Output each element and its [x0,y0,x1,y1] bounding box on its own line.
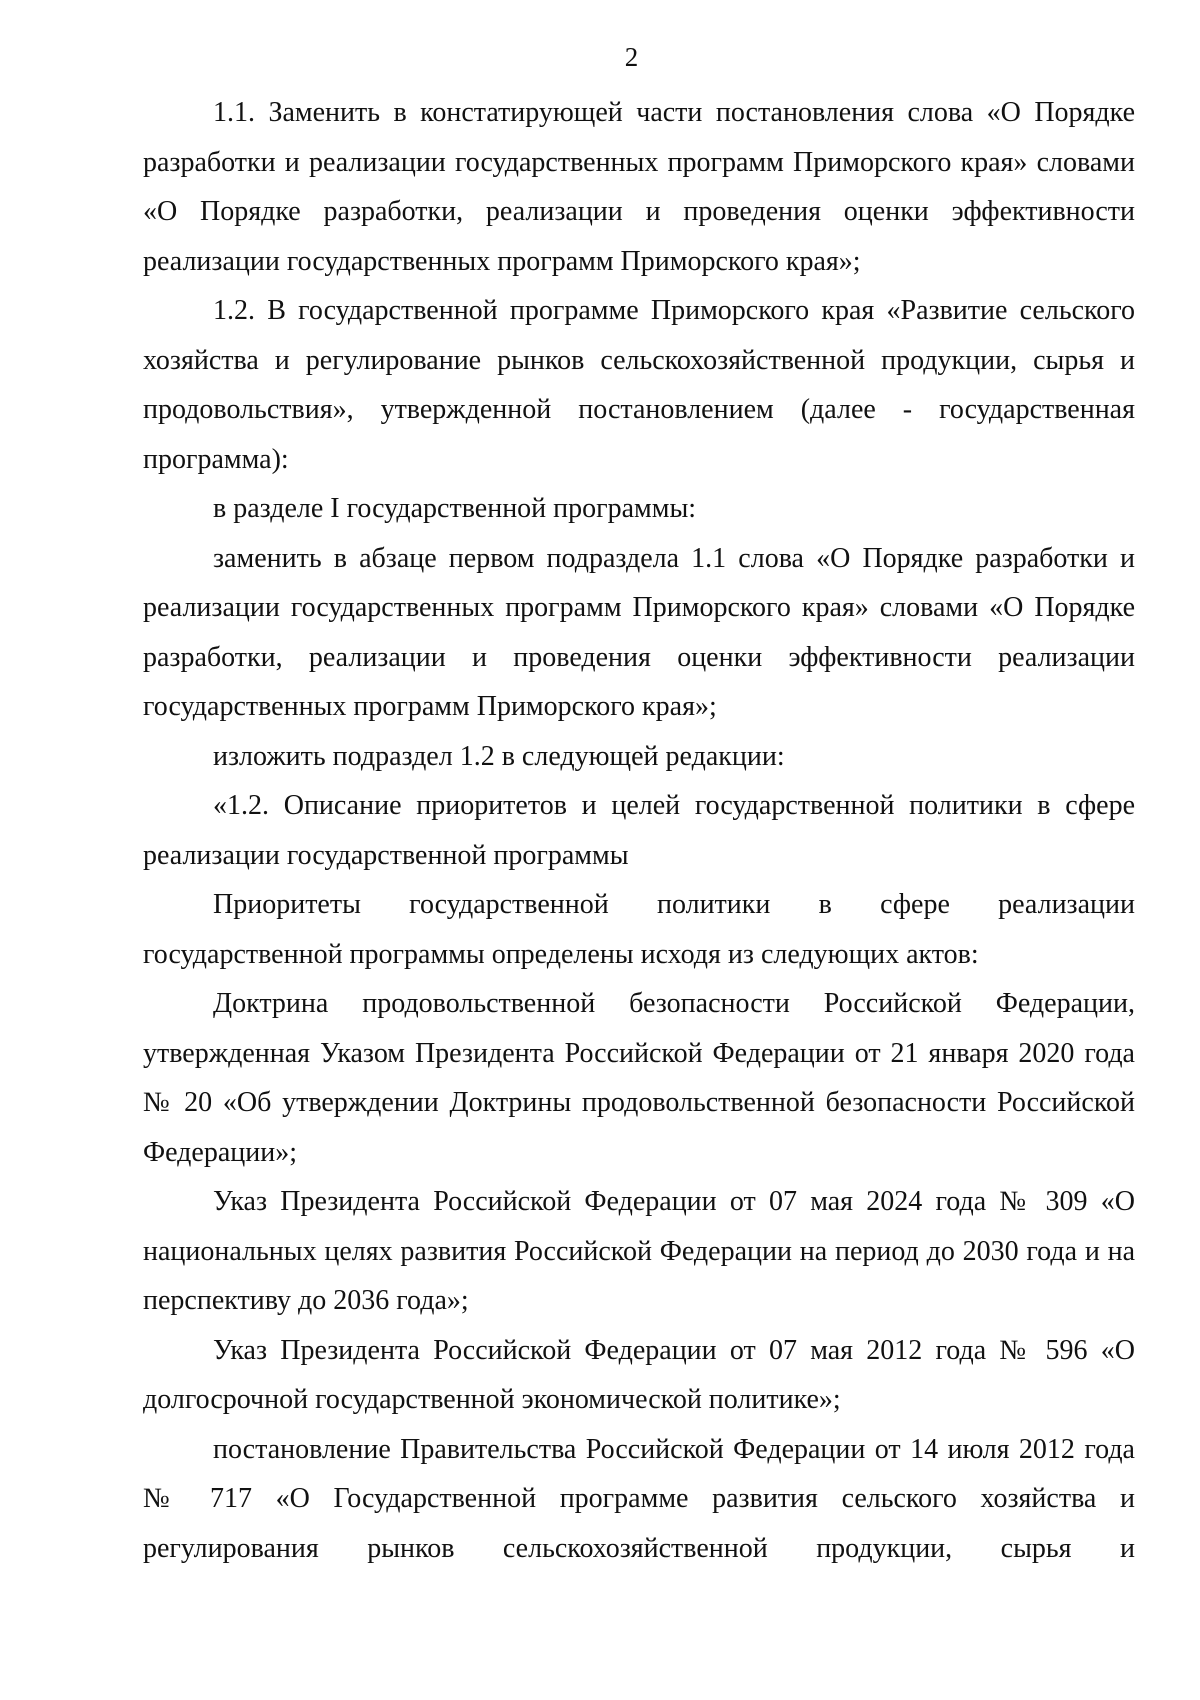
paragraph-priorities-intro: Приоритеты государственной политики в сфере реализации государственной программы определены исходя из следующих актов: [143,889,1135,970]
document-body [143,88,1135,1573]
paragraph-resolution-717: постановление Правительства Российской Федерации от 14 июля 2012 года № 717 «О Государственной программе развития сельского хозяйства и регулирования рынков сельскохозяйственной продукции, сырья и [143,1433,1135,1564]
paragraph-decree-309: Указ Президента Российской Федерации от 07 мая 2024 года № 309 «О национальных целях развития Российской Федерации на период до 2030 года и на перспективу до 2036 года»; [143,1186,1135,1316]
paragraph-priorities-heading: «1.2. Описание приоритетов и целей государственной политики в сфере реализации государственной программы [143,790,1135,871]
paragraph-decree-596: Указ Президента Российской Федерации от 07 мая 2012 года № 596 «О долгосрочной государственной экономической политике»; [143,1334,1135,1415]
page-number: 2 [624,42,639,72]
paragraph-food-security-doctrine: Доктрина продовольственной безопасности Российской Федерации, утвержденная Указом Президента Российской Федерации от 21 января 2020 года № 20 «Об утверждении Доктрины продовольственной безопасности Российской Федерации»; [143,988,1135,1168]
paragraph-1-1: 1.1. Заменить в констатирующей части постановления слова «О Порядке разработки и реализации государственных программ Приморского края» словами «О Порядке разработки, реализации и проведения оценки эффективности реализации государственных программ Приморского края»; [143,97,1135,277]
paragraph-replace-1-1: заменить в абзаце первом подраздела 1.1 слова «О Порядке разработки и реализации государственных программ Приморского края» словами «О Порядке разработки, реализации и проведения оценки эффективности реализации государственных программ Приморского края»; [143,542,1135,722]
paragraph-restate-1-2: изложить подраздел 1.2 в следующей редакции: [213,740,785,772]
paragraph-section-i: в разделе I государственной программы: [213,493,697,524]
paragraph-1-2: 1.2. В государственной программе Приморского края «Развитие сельского хозяйства и регулирование рынков сельскохозяйственной продукции, сырья и продовольствия», утвержденной постановлением (далее - государственная программа): [143,295,1135,475]
